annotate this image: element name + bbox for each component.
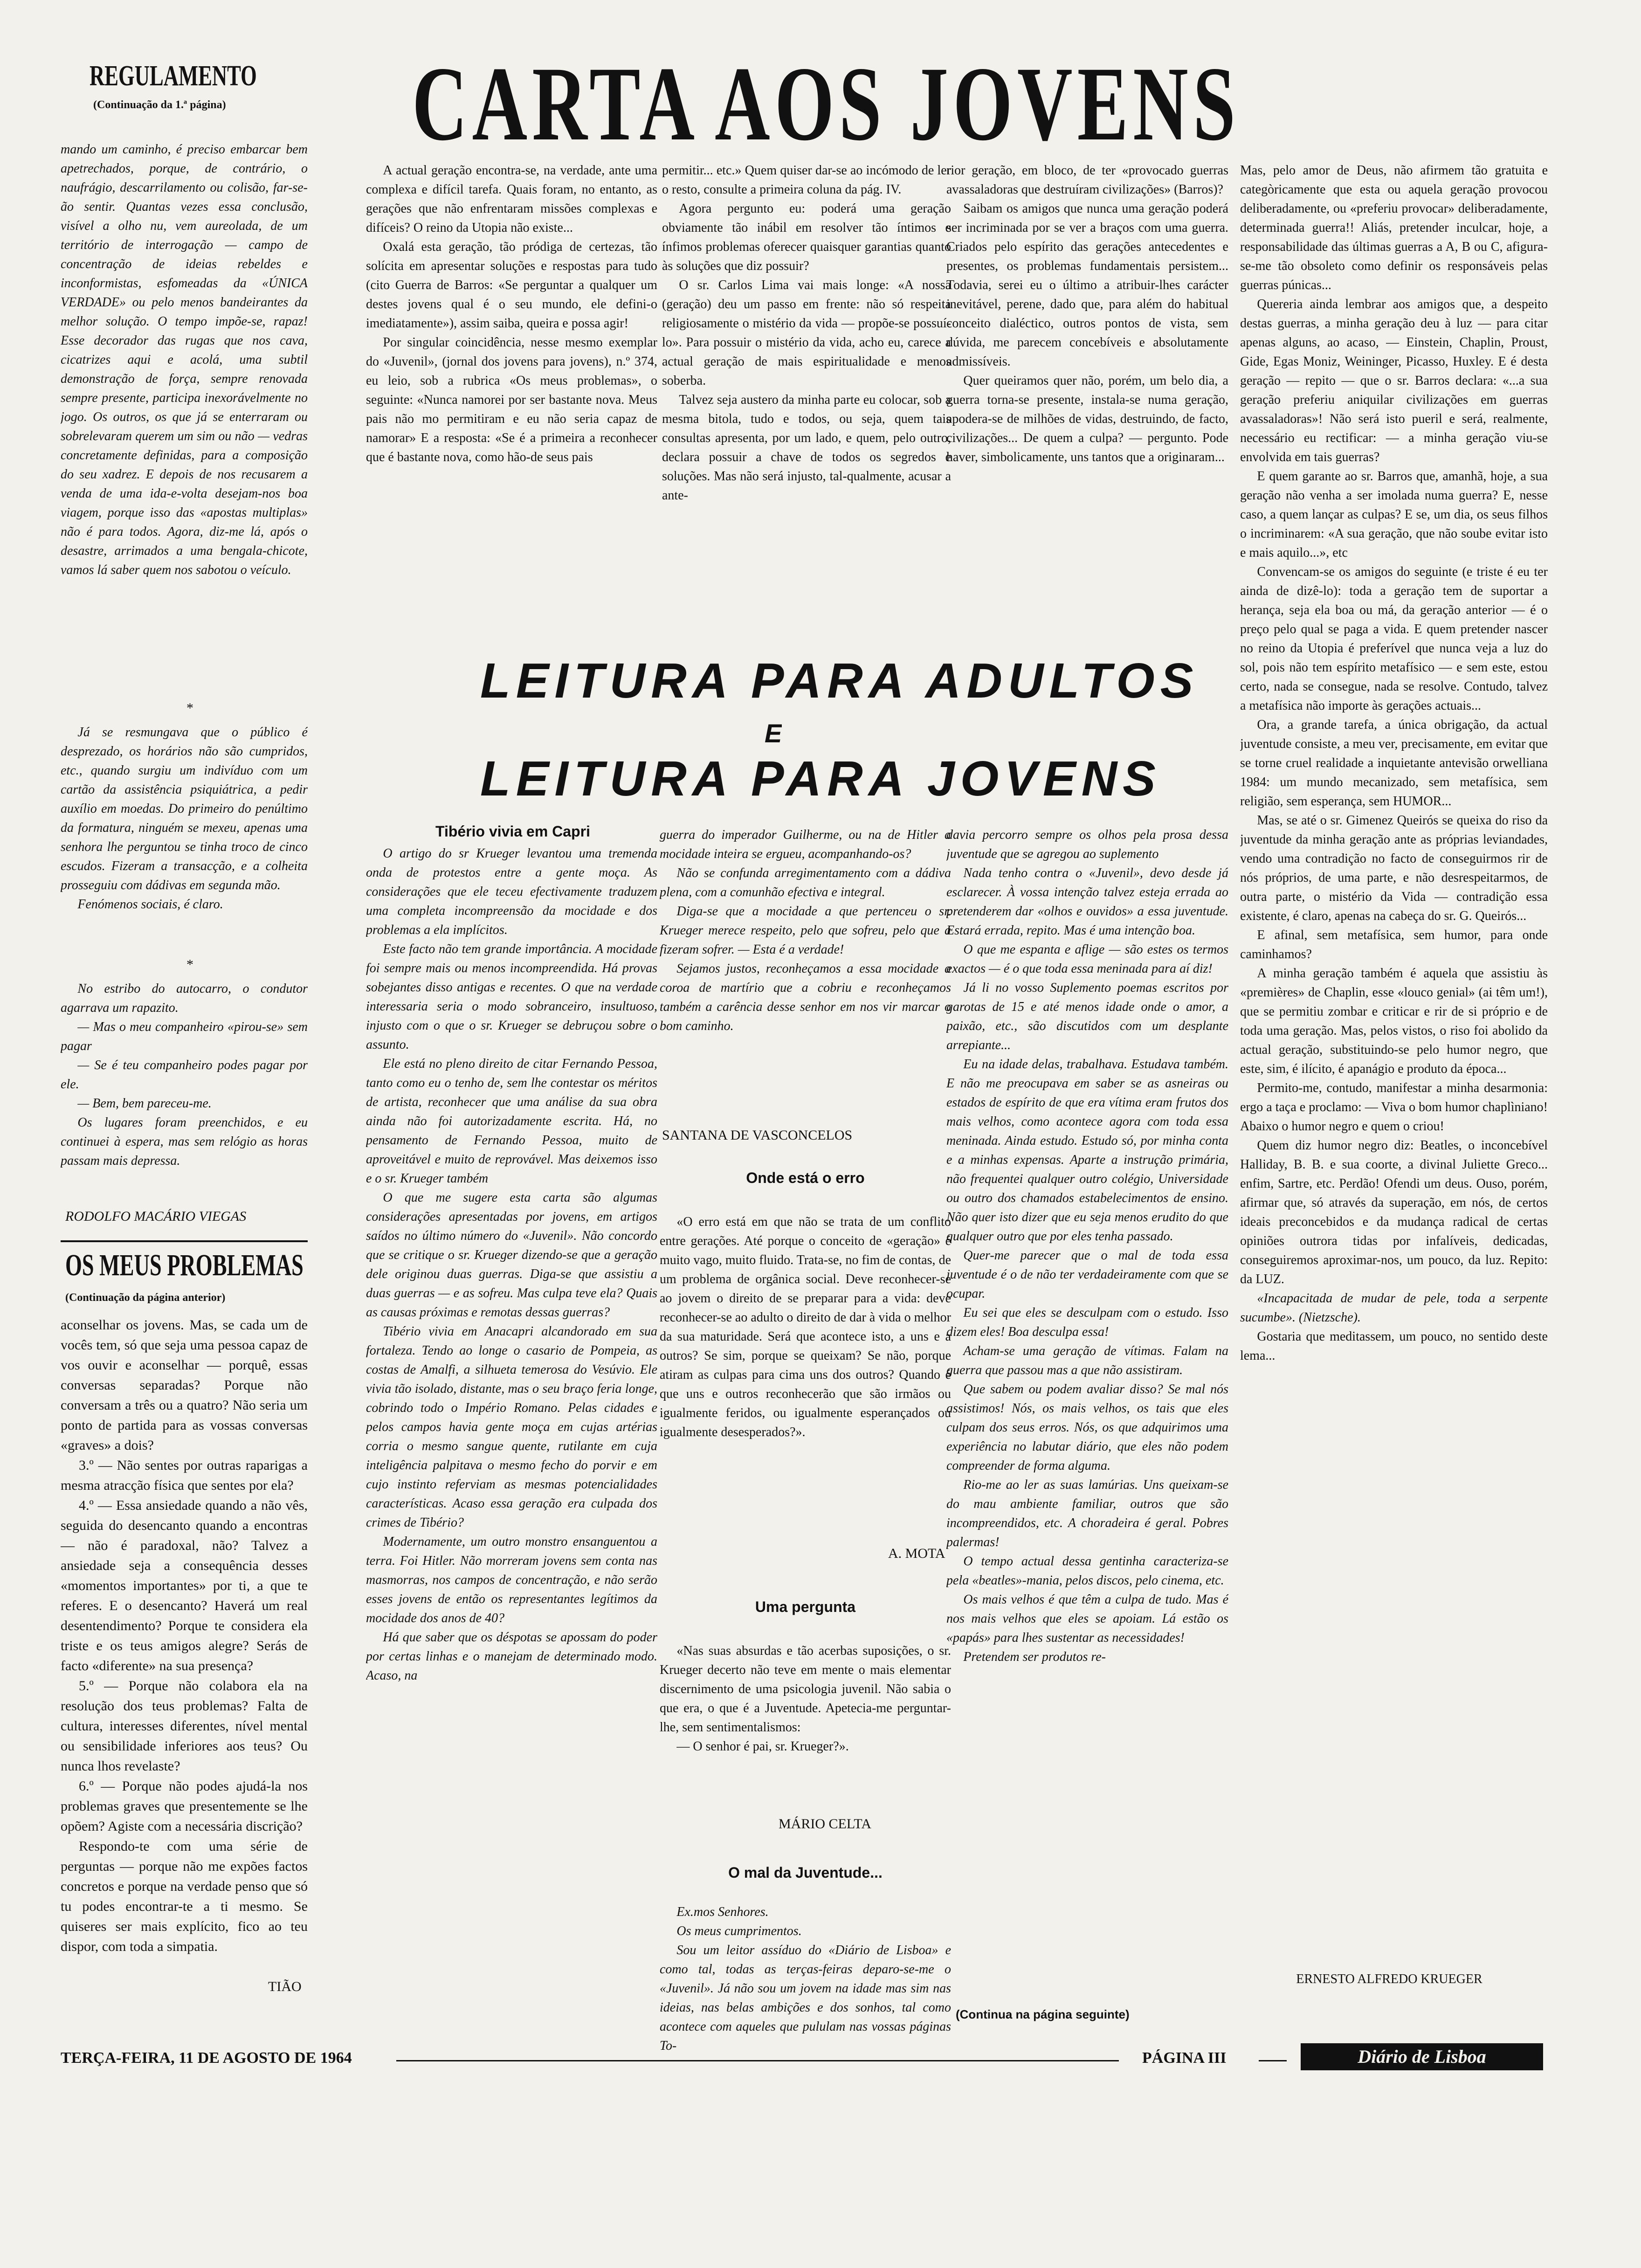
carta-para: A minha geração também é aquela que assistiu às «premières» de Chaplin, esse «louco genial» (ai têm um!), que se permitiu zombar e criticar e rir de si próprio e de toda uma geração. Mas, pelos vistos, o riso foi abolido da actual geração, substituindo-se pelo humor negro, que este, sim, é ilícito, é apanágio e produto da época... xyxy=(1240,966,1548,1076)
carta-para: Saibam os amigos que nunca uma geração poderá ser incriminada por se ver a braços com uma guerra. Criados pelo espírito das gerações antecedentes e presentes, os problemas fundamentais persistem... Todavia, serei eu o último a atribuir-lhes carácter inevitável, perene, dado que, para além do habitual conceito dialéctico, outros pontos de vista, sem dúvida, me parecem concebíveis e absolutamente admissíveis. xyxy=(946,201,1228,369)
leitura-col-c xyxy=(946,825,1228,2003)
carta-para: Convencam-se os amigos do seguinte (e triste é eu ter ainda de dizê-lo): toda a geração tem de suportar a herança, seja ela boa ou má, da geração anterior — é o preço pelo qual se paga a vida. E quem pretender nascer no reino da Utopia é preferível que nunca veja a luz do sol, pois não tem espírito metafísico — e sem este, estou certo, nada se consegue, nada se resolve. Contudo, talvez a metafísica não importe às gerações actuais... xyxy=(1240,565,1548,713)
carta-col-2 xyxy=(662,161,951,634)
carta-para: Quereria ainda lembrar aos amigos que, a despeito destas guerras, a minha geração deu à luz — para citar apenas alguns, ao acaso, — Einstein, Chaplin, Proust, Gide, Egas Moniz, Weininger, Picasso, Huxley. E é desta geração — repito — que o sr. Barros declara: «...a sua geração preferiu aniquilar civilizações em guerras avassaladoras»! Não será isto pueril e será, realmente, necessário eu rectificar: — a minha geração viu-se envolvida em tais guerras? xyxy=(1240,297,1548,464)
leitura-para: O artigo do sr Krueger levantou uma tremenda onda de protestos entre a gente moça. As considerações que ele teceu efectivamente traduzem uma completa incompreensão da mocidade e dos problemas a ela implícitos. xyxy=(366,846,657,937)
leitura-para: Sejamos justos, reconheçamos a essa mocidade a coroa de martírio que a cobriu e reconheçamos também a carência desse senhor em nos vir marcar o bom caminho. xyxy=(660,961,951,1033)
regulamento-continued: (Continuação da 1.ª página) xyxy=(93,99,226,111)
leitura-para: Eu sei que eles se desculpam com o estudo. Isso dizem eles! Boa desculpa essa! xyxy=(946,1306,1228,1339)
leitura-title-e: E xyxy=(765,719,782,748)
regulamento-body xyxy=(61,140,308,699)
santana-signature: SANTANA DE VASCONCELOS xyxy=(662,1127,853,1143)
carta-para: E quem garante ao sr. Barros que, amanhã, hoje, a sua geração não venha a ser imolada numa guerra? E, nesse caso, a quem lançar as culpas? E se, um dia, os seus filhos o incriminarem: «A sua geração, que não soube evitar isto e mais aquilo...», etc xyxy=(1240,469,1548,560)
leitura-para: Sou um leitor assíduo do «Diário de Lisboa» e como tal, todas as terças-feiras deparo-se-me o «Juvenil». Já não sou um jovem na idade mas sim nas ideias, nas belas ambições e dos sonhos, tal como acontece com aqueles que pululam nas vossas páginas To- xyxy=(660,1943,951,2053)
leitura-title-2: LEITURA PARA JOVENS xyxy=(480,751,1161,806)
celta-signature: MÁRIO CELTA xyxy=(779,1816,871,1832)
leitura-para: Já li no vosso Suplemento poemas escritos por garotas de 15 e até menos idade onde o amor, a paixão, etc., são discutidos com um desplante arrepiante... xyxy=(946,981,1228,1052)
leitura-para: Eu na idade delas, trabalhava. Estudava também. E não me preocupava em saber se as asneiras ou estados de espírito de que era vítima eram frutos dos mais velhos, como acontece agora com toda essa meninada. Ainda estudo. Estudo só, por minha conta e a minhas expensas. Aparte a instrução primária, não frequentei qualquer outro colégio, Universidade ou outro dos chamados estabelecimentos de ensino. Não quer isto dizer que eu seja menos erudito do que qualquer outro que por eles tenha passado. xyxy=(946,1057,1228,1244)
leitura-para: — O senhor é pai, sr. Krueger?». xyxy=(676,1739,849,1754)
star-separator: * xyxy=(186,957,193,972)
carta-col-3 xyxy=(946,161,1228,634)
regulamento-body-3 xyxy=(61,979,308,1208)
leitura-para: davia percorro sempre os olhos pela prosa dessa juventude que se agregou ao suplemento xyxy=(946,828,1228,861)
leitura-col-b-3 xyxy=(660,1641,951,1819)
leitura-para: Tibério vivia em Anacapri alcandorado em sua fortaleza. Tendo ao longe o casario de Pompeia, as costas de Amalfi, a silhueta temerosa do Vesúvio. Ele vivia tão isolado, distante, mas o seu braço feria longe, cobrindo todo o Império Romano. Pelas cidades e pelos campos havia gente moça em cujas artérias corria o mesmo sangue quente, rutilante em cuja inteligência palpitava o mesmo fecho do porvir e em cujo instinto referviam as mesmas potencialidades características. Acaso essa geração era culpada dos crimes de Tibério? xyxy=(366,1324,657,1530)
leitura-para: Os meus cumprimentos. xyxy=(676,1924,802,1938)
carta-para: O sr. Carlos Lima vai mais longe: «A nossa (geração) deu um passo em frente: não só respeita religiosamente o mistério da vida — propõe-se possuí-lo». Para possuir o mistério da vida, acho eu, carece a actual geração de mais espiritualidade e menos soberba. xyxy=(662,278,951,388)
leitura-para: Não se confunda arregimentamento com a dádiva plena, com a comunhão efectiva e integral. xyxy=(660,866,951,899)
onde-esta-heading: Onde está o erro xyxy=(746,1169,865,1186)
carta-para: Talvez seja austero da minha parte eu colocar, sob a mesma bitola, tudo e todos, ou seja, quem tais consultas apresenta, por um lado, e quem, pelo outro, declara possuir a chave de todos os segredos e soluções. Mas não será injusto, tal-qualmente, acusar a ante- xyxy=(662,393,951,503)
uma-pergunta-heading: Uma pergunta xyxy=(755,1598,856,1615)
meus-problemas-para: Respondo-te com uma série de perguntas — porque não me expões factos concretos e porque na verdade penso que só tu podes encontrar-te a ti mesmo. Se quiseres ser mais explícito, fico ao teu dispor, com toda a simpatia. xyxy=(61,1839,308,1954)
leitura-para: O tempo actual dessa gentinha caracteriza-se pela «beatles»-mania, pelos discos, pelo cinema, etc. xyxy=(946,1554,1228,1588)
leitura-col-a xyxy=(366,844,657,1982)
leitura-para: Que sabem ou podem avaliar disso? Se mal nós assistimos! Nós, os mais velhos, os tais que eles culpam dos seus erros. Nós, os que adquirimos uma experiência no labutar diário, que eles não podem compreender de forma alguma. xyxy=(946,1382,1228,1473)
meus-problemas-signature: TIÃO xyxy=(268,1979,302,1994)
footer-rule-right xyxy=(1259,2060,1287,2061)
divider xyxy=(61,1240,308,1242)
regulamento-para: mando um caminho, é preciso embarcar bem apetrechados, porque, de contrário, o naufrágio, descarrilamento ou colisão, far-se-ão sentir. Quantas vezes essa conclusão, visível a olho nu, vem aureolada, de um território de interrogação — campo de concentração de ideias rebeldes e inconformistas, esfomeadas da «ÚNICA VERDADE» ou pelo menos bandeirantes da melhor solução. O tempo impõe-se, rapaz! Esse decorador das rugas que nos cava, cicatrizes aqui e acolá, uma subtil demonstração de força, sempre renovada sempre presente, participa inexorávelmente no jogo. Os outros, os que já se enterraram ou sobrelevaram querem um sim ou não — vedras concretamente definidas, para a composição do seu xadrez. E depois de nos recusarem a venda de uma ida-e-volta desejam-nos boa viagem, porque isso das «apostas multiplas» não é para todos. Agora, diz-me lá, após o desastre, arrimados a uma bengala-chicote, vamos lá saber quem nos sabotou o veículo. xyxy=(61,142,308,577)
mota-signature: A. MOTA xyxy=(888,1546,945,1561)
carta-col-1 xyxy=(366,161,657,634)
regulamento-para: Fenómenos sociais, é claro. xyxy=(77,897,223,912)
regulamento-signature: RODOLFO MACÁRIO VIEGAS xyxy=(65,1209,247,1224)
meus-problemas-para: 5.º — Porque não colabora ela na resolução dos teus problemas? Falta de cultura, interesses diferentes, nível mental ou sensibilidade inferiores aos teus? Ou nunca lhos revelaste? xyxy=(61,1678,308,1774)
carta-para: Por singular coincidência, nesse mesmo exemplar do «Juvenil», (jornal dos jovens para jovens), n.º 374, eu leio, sob a rubrica «Os meus problemas», o seguinte: «Nunca namorei por ser bastante nova. Meus pais não mo permitiram e eu não seria capaz de namorar» E a resposta: «Se é a primeira a reconhecer que é bastante nova, como hão-de seus pais xyxy=(366,335,657,464)
carta-para: Oxalá esta geração, tão pródiga de certezas, tão solícita em apresentar soluções e respostas para tudo (cito Guerra de Barros: «Se perguntar a qualquer um destes jovens qual é o seu mundo, ele defini-o imediatamente»), assim saiba, queira e possa agir! xyxy=(366,240,657,331)
regulamento-para: No estribo do autocarro, o condutor agarrava um rapazito. xyxy=(61,982,308,1015)
meus-problemas-continued: (Continuação da página anterior) xyxy=(65,1292,226,1304)
carta-col-4 xyxy=(1240,161,1548,1970)
star-separator: * xyxy=(186,700,193,716)
leitura-para: Há que saber que os déspotas se apossam do poder por certas linhas e o manejam de determinado modo. Acaso, na xyxy=(366,1630,657,1683)
leitura-para: Modernamente, um outro monstro ensanguentou a terra. Foi Hitler. Não morreram jovens sem conta nas masmorras, nos campos de concentração, e não serão esses jovens de então os representantes legítimos da mocidade dos anos de 40? xyxy=(366,1535,657,1625)
regulamento-para: Os lugares foram preenchidos, e eu continuei à espera, mas sem relógio as horas passam mais depressa. xyxy=(61,1115,308,1168)
mal-juventude-heading: O mal da Juventude... xyxy=(728,1864,883,1881)
leitura-para: Ex.mos Senhores. xyxy=(676,1905,769,1919)
continua-note: (Continua na página seguinte) xyxy=(956,2007,1130,2021)
meus-problemas-para: 6.º — Porque não podes ajudá-la nos problemas graves que presentemente se lhe opõem? Agiste com a necessária discrição? xyxy=(61,1778,308,1834)
leitura-para: Rio-me ao ler as suas lamúrias. Uns queixam-se do mau ambiente familiar, outros que são incompreendidos, etc. A choradeira é geral. Pobres palermas! xyxy=(946,1478,1228,1549)
carta-title: CARTA AOS JOVENS xyxy=(412,50,1241,158)
regulamento-body-2 xyxy=(61,723,308,956)
carta-para: rior geração, em bloco, de ter «provocado guerras avassaladoras que destruíram civilizações» (Barros)? xyxy=(946,163,1228,197)
leitura-para: «O erro está em que não se trata de um conflito entre gerações. Até porque o conceito de «geração» é muito vago, muito fluido. Trata-se, no fim de contas, de um problema de orgânica social. Deve reconhecer-se ao jovem o direito de se preparar para a vida: deve reconhecer-se ao adulto o direito de dar à vida o melhor da sua maturidade. Será que acontece isto, a uns e a outros? Se sim, porque se queixam? Se não, porque atiram as culpas para cima uns dos outros? Quando é que uns e outros reconhecerão que são irmãos ou igualmente feridos, ou igualmente esperançados ou igualmente desesperados?». xyxy=(660,1215,951,1439)
carta-signature: ERNESTO ALFREDO KRUEGER xyxy=(1296,1972,1482,1986)
carta-para: Quem diz humor negro diz: Beatles, o inconcebível Halliday, B. B. e sua coorte, a divinal Juliette Greco... enfim, Sartre, etc. Perdão! Ofendi um deus. Ouso, porém, afirmar que, só através da superação, em nós, de certos ideais preconcebidos e da mudança radical de certas opiniões outrora tidas por infalíveis, dedicadas, conseguiremos aproximar-nos, um pouco, da luz. Repito: da LUZ. xyxy=(1240,1138,1548,1286)
meus-problemas-heading: OS MEUS PROBLEMAS xyxy=(65,1248,303,1282)
leitura-para: Este facto não tem grande importância. A mocidade foi sempre mais ou menos incompreendida. Há provas sobejantes disso antigas e recentes. O que na verdade interessaria seria o modo sobranceiro, insultuoso, injusto com o que o sr. Krueger se debruçou sobre o assunto. xyxy=(366,942,657,1052)
leitura-col-b xyxy=(660,825,951,1126)
regulamento-para: — Bem, bem pareceu-me. xyxy=(77,1096,212,1111)
carta-para: A actual geração encontra-se, na verdade, ante uma complexa e difícil tarefa. Quais foram, no entanto, as gerações que não enfrentaram missões complexas e difíceis? O reino da Utopia não existe... xyxy=(366,163,657,235)
meus-problemas-body xyxy=(61,1315,308,1977)
leitura-para: «Nas suas absurdas e tão acerbas suposições, o sr. Krueger decerto não teve em mente o mais elementar discernimento de uma psicologia juvenil. Não sabia o que era, o que é a Juventude. Apetecia-me perguntar-lhe, sem sentimentalismos: xyxy=(660,1644,951,1735)
footer-rule-left xyxy=(396,2060,1119,2061)
tiberio-heading: Tibério vivia em Capri xyxy=(435,823,590,840)
meus-problemas-para: aconselhar os jovens. Mas, se cada um de vocês tem, só que seja uma pessoa capaz de vos ouvir e aconselhar — porquê, essas conversas separadas? Porque não conversam a três ou a quatro? Não seria um ponto de partida para as vossas conversas «graves» a dois? xyxy=(61,1317,308,1453)
leitura-para: Nada tenho contra o «Juvenil», devo desde já esclarecer. À vossa intenção talvez esteja errada ao pretenderem dar «olhos e ouvidos» a essa juventude. Estará errada, repito. Mas é uma intenção boa. xyxy=(946,866,1228,938)
footer-masthead: Diário de Lisboa xyxy=(1301,2043,1543,2070)
leitura-para: Os mais velhos é que têm a culpa de tudo. Mas é nos mais velhos que eles se apoiam. Lá estão os «papás» para lhes sustentar as necessidades! xyxy=(946,1592,1228,1645)
carta-para: Mas, se até o sr. Gimenez Queirós se queixa do riso da juventude da minha geração ante as próprias leviandades, vendo uma contradição no facto de conseguirmos rir de nós próprios, de uma parte, e não desrespeitarmos, de outra parte, o mistério da Vida — contradição essa existente, é claro, apenas na cabeça do sr. G. Queirós... xyxy=(1240,813,1548,923)
leitura-para: O que me sugere esta carta são algumas considerações apresentadas por jovens, em artigos saídos no último número do «Juvenil». Não concordo que se critique o sr. Krueger dizendo-se que a geração dele originou duas guerras. Diga-se que assistiu a duas guerras — e as sofreu. Mas culpa teve ela? Quais as causas próximas e remotas dessas guerras? xyxy=(366,1190,657,1320)
carta-para: Agora pergunto eu: poderá uma geração obviamente tão inábil em resolver tão íntimos e ínfimos problemas oferecer quaisquer garantias quanto às soluções que diz possuir? xyxy=(662,201,951,273)
regulamento-para: Já se resmungava que o público é desprezado, os horários não são cumpridos, etc., quando surgiu um indivíduo com um cartão da assistência psiquiátrica, a pedir auxílio em moedas. Do primeiro do penúltimo da formatura, ninguém se mexeu, apenas uma senhora lhe perguntou se tinha troco de cinco escudos. Fizeram a transacção, e a colheita prosseguiu com dádivas em segunda mão. xyxy=(61,725,308,892)
footer-date: TERÇA-FEIRA, 11 DE AGOSTO DE 1964 xyxy=(61,2049,352,2067)
leitura-para: Diga-se que a mocidade a que pertenceu o sr. Krueger merece respeito, pelo que sofreu, pelo que a fizeram sofrer. — Esta é a verdade! xyxy=(660,904,951,957)
leitura-col-b-4 xyxy=(660,1902,951,2066)
carta-para: permitir... etc.» Quem quiser dar-se ao incómodo de ler o resto, consulte a primeira coluna da pág. IV. xyxy=(662,163,951,197)
carta-para: «Incapacitada de mudar de pele, toda a serpente sucumbe». (Nietzsche). xyxy=(1240,1291,1548,1325)
meus-problemas-para: 4.º — Essa ansiedade quando a não vês, seguida do desencanto quando a encontras — não é paradoxal, não? Talvez a ansiedade seja a consequência desses «momentos importantes» por ti, a que te referes. E o desencanto? Haverá um real desentendimento? Porque te considera ela triste e os teus amigos alegre? Serás de facto «diferente» na sua presença? xyxy=(61,1498,308,1673)
leitura-title-1: LEITURA PARA ADULTOS xyxy=(480,653,1199,708)
regulamento-heading: REGULAMENTO xyxy=(90,60,257,92)
regulamento-para: — Se é teu companheiro podes pagar por ele. xyxy=(61,1058,308,1092)
leitura-para: Pretendem ser produtos re- xyxy=(963,1650,1106,1664)
carta-para: Mas, pelo amor de Deus, não afirmem tão gratuita e categòricamente que esta ou aquela geração provocou deliberadamente, ou «preferiu provocar» deliberadamente, determinada guerra!! Aliás, pretender inculcar, hoje, a responsabilidade das últimas guerras a A, B ou C, afigura-se-me tão obsoleto como definir os responsáveis pelas guerras púnicas... xyxy=(1240,163,1548,292)
carta-para: Gostaria que meditassem, um pouco, no sentido deste lema... xyxy=(1240,1329,1548,1363)
carta-para: Permito-me, contudo, manifestar a minha desarmonia: ergo a taça e proclamo: — Viva o bom humor chaplìniano! Abaixo o humor negro e quem o criou! xyxy=(1240,1081,1548,1134)
leitura-para: Acham-se uma geração de vítimas. Falam na guerra que passou mas a que não assistiram. xyxy=(946,1344,1228,1377)
meus-problemas-para: 3.º — Não sentes por outras raparigas a mesma atracção física que sentes por ela? xyxy=(61,1458,308,1493)
leitura-para: O que me espanta e aflige — são estes os termos exactos — é o que toda essa meninada para aí diz! xyxy=(946,942,1228,976)
regulamento-para: — Mas o meu companheiro «pirou-se» sem pagar xyxy=(61,1020,308,1053)
leitura-para: Quer-me parecer que o mal de toda essa juventude é o de não ter verdadeiramente com que se ocupar. xyxy=(946,1248,1228,1301)
footer-page-number: PÁGINA III xyxy=(1142,2049,1227,2067)
leitura-para: Ele está no pleno direito de citar Fernando Pessoa, tanto como eu o tenho de, sem lhe contestar os méritos de artista, reconhecer que uma análise da sua obra ainda não foi autorizadamente escrita. Há, no pensamento de Fernando Pessoa, muito de aproveitável e muito de reprovável. Mas deixemos isso e o sr. Krueger também xyxy=(366,1057,657,1186)
carta-para: Quer queiramos quer não, porém, um belo dia, a guerra torna-se presente, instala-se numa geração, apodera-se de milhões de vidas, destruindo, de facto, civilizações... De quem a culpa? — pergunto. Pode haver, simbolicamente, uns tantos que a originaram... xyxy=(946,373,1228,464)
carta-para: Ora, a grande tarefa, a única obrigação, da actual juventude consiste, a meu ver, precisamente, em evitar que se torne cruel realidade a inquietante antevisão orwelliana 1984: um mundo mecanizado, sem metafísica, sem religião, sem esperança, sem HUMOR... xyxy=(1240,718,1548,809)
leitura-col-b-2 xyxy=(660,1212,951,1548)
carta-para: E afinal, sem metafísica, sem humor, para onde caminhamos? xyxy=(1240,928,1548,961)
leitura-para: guerra do imperador Guilherme, ou na de Hitler a mocidade inteira se ergueu, acompanhando-os? xyxy=(660,828,951,861)
